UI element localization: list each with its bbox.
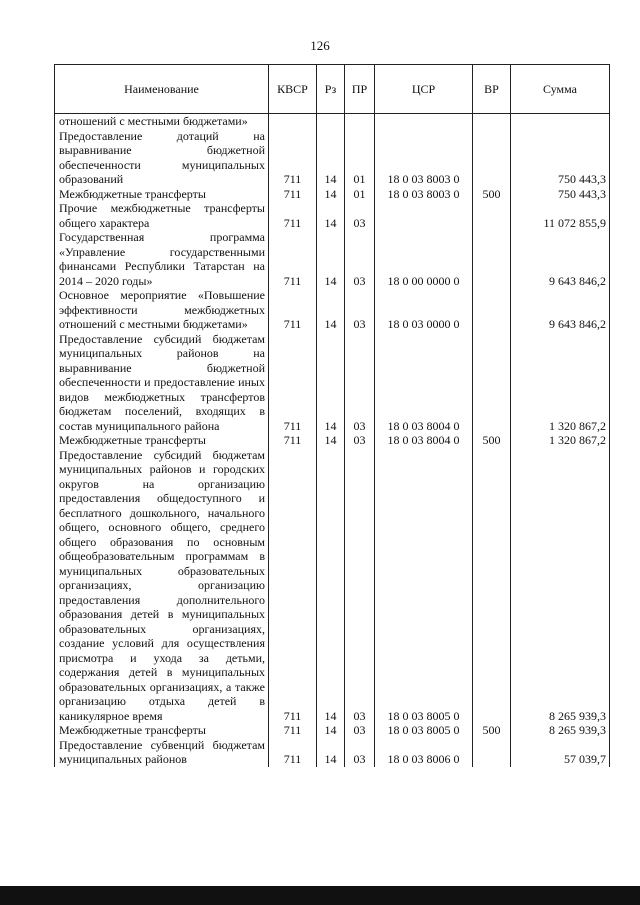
table-row <box>55 187 610 202</box>
row-pr: 03 <box>345 332 375 434</box>
row-rz: 14 <box>317 738 345 767</box>
row-vr: 500 <box>473 187 511 202</box>
row-kvsr: 711 <box>269 738 317 767</box>
row-rz: 14 <box>317 187 345 202</box>
row-sum: 750 443,3 <box>511 129 610 187</box>
row-sum: 9 643 846,2 <box>511 230 610 288</box>
row-name: Основное мероприятие «Повышение эффективности межбюджетных отношений с местными бюджетами» <box>55 288 269 332</box>
row-vr <box>473 230 511 288</box>
row-kvsr: 711 <box>269 230 317 288</box>
table-row <box>55 129 610 187</box>
row-vr <box>473 201 511 230</box>
row-rz: 14 <box>317 448 345 724</box>
row-vr <box>473 738 511 767</box>
table-row <box>55 201 610 230</box>
row-sum: 8 265 939,3 <box>511 723 610 738</box>
row-kvsr <box>269 114 317 129</box>
page-number: 126 <box>310 38 330 53</box>
table-row <box>55 230 610 288</box>
row-name: Межбюджетные трансферты <box>55 723 269 738</box>
budget-table <box>54 64 610 767</box>
row-vr: 500 <box>473 433 511 448</box>
row-sum: 1 320 867,2 <box>511 433 610 448</box>
row-sum <box>511 114 610 129</box>
row-kvsr: 711 <box>269 201 317 230</box>
row-csr: 18 0 00 0000 0 <box>375 230 473 288</box>
row-pr: 03 <box>345 230 375 288</box>
table-row <box>55 288 610 332</box>
row-kvsr: 711 <box>269 723 317 738</box>
header-sum: Сумма <box>511 65 610 114</box>
row-pr: 01 <box>345 129 375 187</box>
row-sum: 750 443,3 <box>511 187 610 202</box>
header-name: Наименование <box>55 65 269 114</box>
table-row <box>55 433 610 448</box>
row-pr: 01 <box>345 187 375 202</box>
row-csr: 18 0 03 8006 0 <box>375 738 473 767</box>
table-row <box>55 332 610 434</box>
row-name: Предоставление дотаций на выравнивание бюджетной обеспеченности муниципальных образований <box>55 129 269 187</box>
row-csr <box>375 114 473 129</box>
row-pr: 03 <box>345 448 375 724</box>
row-csr: 18 0 03 8005 0 <box>375 448 473 724</box>
row-csr: 18 0 03 8004 0 <box>375 433 473 448</box>
row-csr: 18 0 03 0000 0 <box>375 288 473 332</box>
row-kvsr: 711 <box>269 433 317 448</box>
row-vr <box>473 288 511 332</box>
header-pr: ПР <box>345 65 375 114</box>
row-kvsr: 711 <box>269 332 317 434</box>
row-pr <box>345 114 375 129</box>
row-pr: 03 <box>345 738 375 767</box>
row-rz: 14 <box>317 433 345 448</box>
row-rz: 14 <box>317 723 345 738</box>
row-vr <box>473 114 511 129</box>
row-name: Межбюджетные трансферты <box>55 187 269 202</box>
row-csr: 18 0 03 8004 0 <box>375 332 473 434</box>
row-vr <box>473 129 511 187</box>
row-rz: 14 <box>317 288 345 332</box>
row-rz: 14 <box>317 201 345 230</box>
row-vr <box>473 332 511 434</box>
row-kvsr: 711 <box>269 129 317 187</box>
row-pr: 03 <box>345 201 375 230</box>
row-sum: 8 265 939,3 <box>511 448 610 724</box>
row-csr: 18 0 03 8003 0 <box>375 187 473 202</box>
row-pr: 03 <box>345 433 375 448</box>
table-header-row <box>55 65 610 114</box>
row-rz: 14 <box>317 332 345 434</box>
row-name: Государственная программа «Управление государственными финансами Республики Татарстан на 2014 – 2020 годы» <box>55 230 269 288</box>
row-pr: 03 <box>345 723 375 738</box>
row-vr <box>473 448 511 724</box>
row-name: Предоставление субсидий бюджетам муниципальных районов на выравнивание бюджетной обеспеченности и предоставление иных видов межбюджетных трансфертов бюджетам поселений, входящих в состав муниципального района <box>55 332 269 434</box>
row-csr: 18 0 03 8005 0 <box>375 723 473 738</box>
row-rz: 14 <box>317 129 345 187</box>
row-name: Предоставление субвенций бюджетам муниципальных районов <box>55 738 269 767</box>
row-name: Предоставление субсидий бюджетам муниципальных районов и городских округов на организацию предоставления общедоступного и бесплатного дошкольного, начального общего, основного общего, среднего общего образования по основным общеобразовательным программам в муниципальных образовательных организациях, организацию предоставления дополнительного образования детей в муниципальных образовательных организациях, создание условий для осуществления присмотра и ухода за детьми, содержания детей в муниципальных образовательных организациях, а также организацию отдыха детей в каникулярное время <box>55 448 269 724</box>
row-sum: 1 320 867,2 <box>511 332 610 434</box>
row-kvsr: 711 <box>269 288 317 332</box>
row-name: Прочие межбюджетные трансферты общего характера <box>55 201 269 230</box>
header-rz: Рз <box>317 65 345 114</box>
row-rz <box>317 114 345 129</box>
row-name: отношений с местными бюджетами» <box>55 114 269 129</box>
header-kvsr: КВСР <box>269 65 317 114</box>
row-sum: 11 072 855,9 <box>511 201 610 230</box>
header-csr: ЦСР <box>375 65 473 114</box>
row-sum: 9 643 846,2 <box>511 288 610 332</box>
table-row <box>55 448 610 724</box>
row-csr <box>375 201 473 230</box>
row-vr: 500 <box>473 723 511 738</box>
table-row <box>55 738 610 767</box>
row-csr: 18 0 03 8003 0 <box>375 129 473 187</box>
table-row <box>55 114 610 129</box>
row-pr: 03 <box>345 288 375 332</box>
row-name: Межбюджетные трансферты <box>55 433 269 448</box>
scan-edge-bar <box>0 886 640 905</box>
row-kvsr: 711 <box>269 187 317 202</box>
header-vr: ВР <box>473 65 511 114</box>
row-rz: 14 <box>317 230 345 288</box>
row-sum: 57 039,7 <box>511 738 610 767</box>
table-row <box>55 723 610 738</box>
row-kvsr: 711 <box>269 448 317 724</box>
